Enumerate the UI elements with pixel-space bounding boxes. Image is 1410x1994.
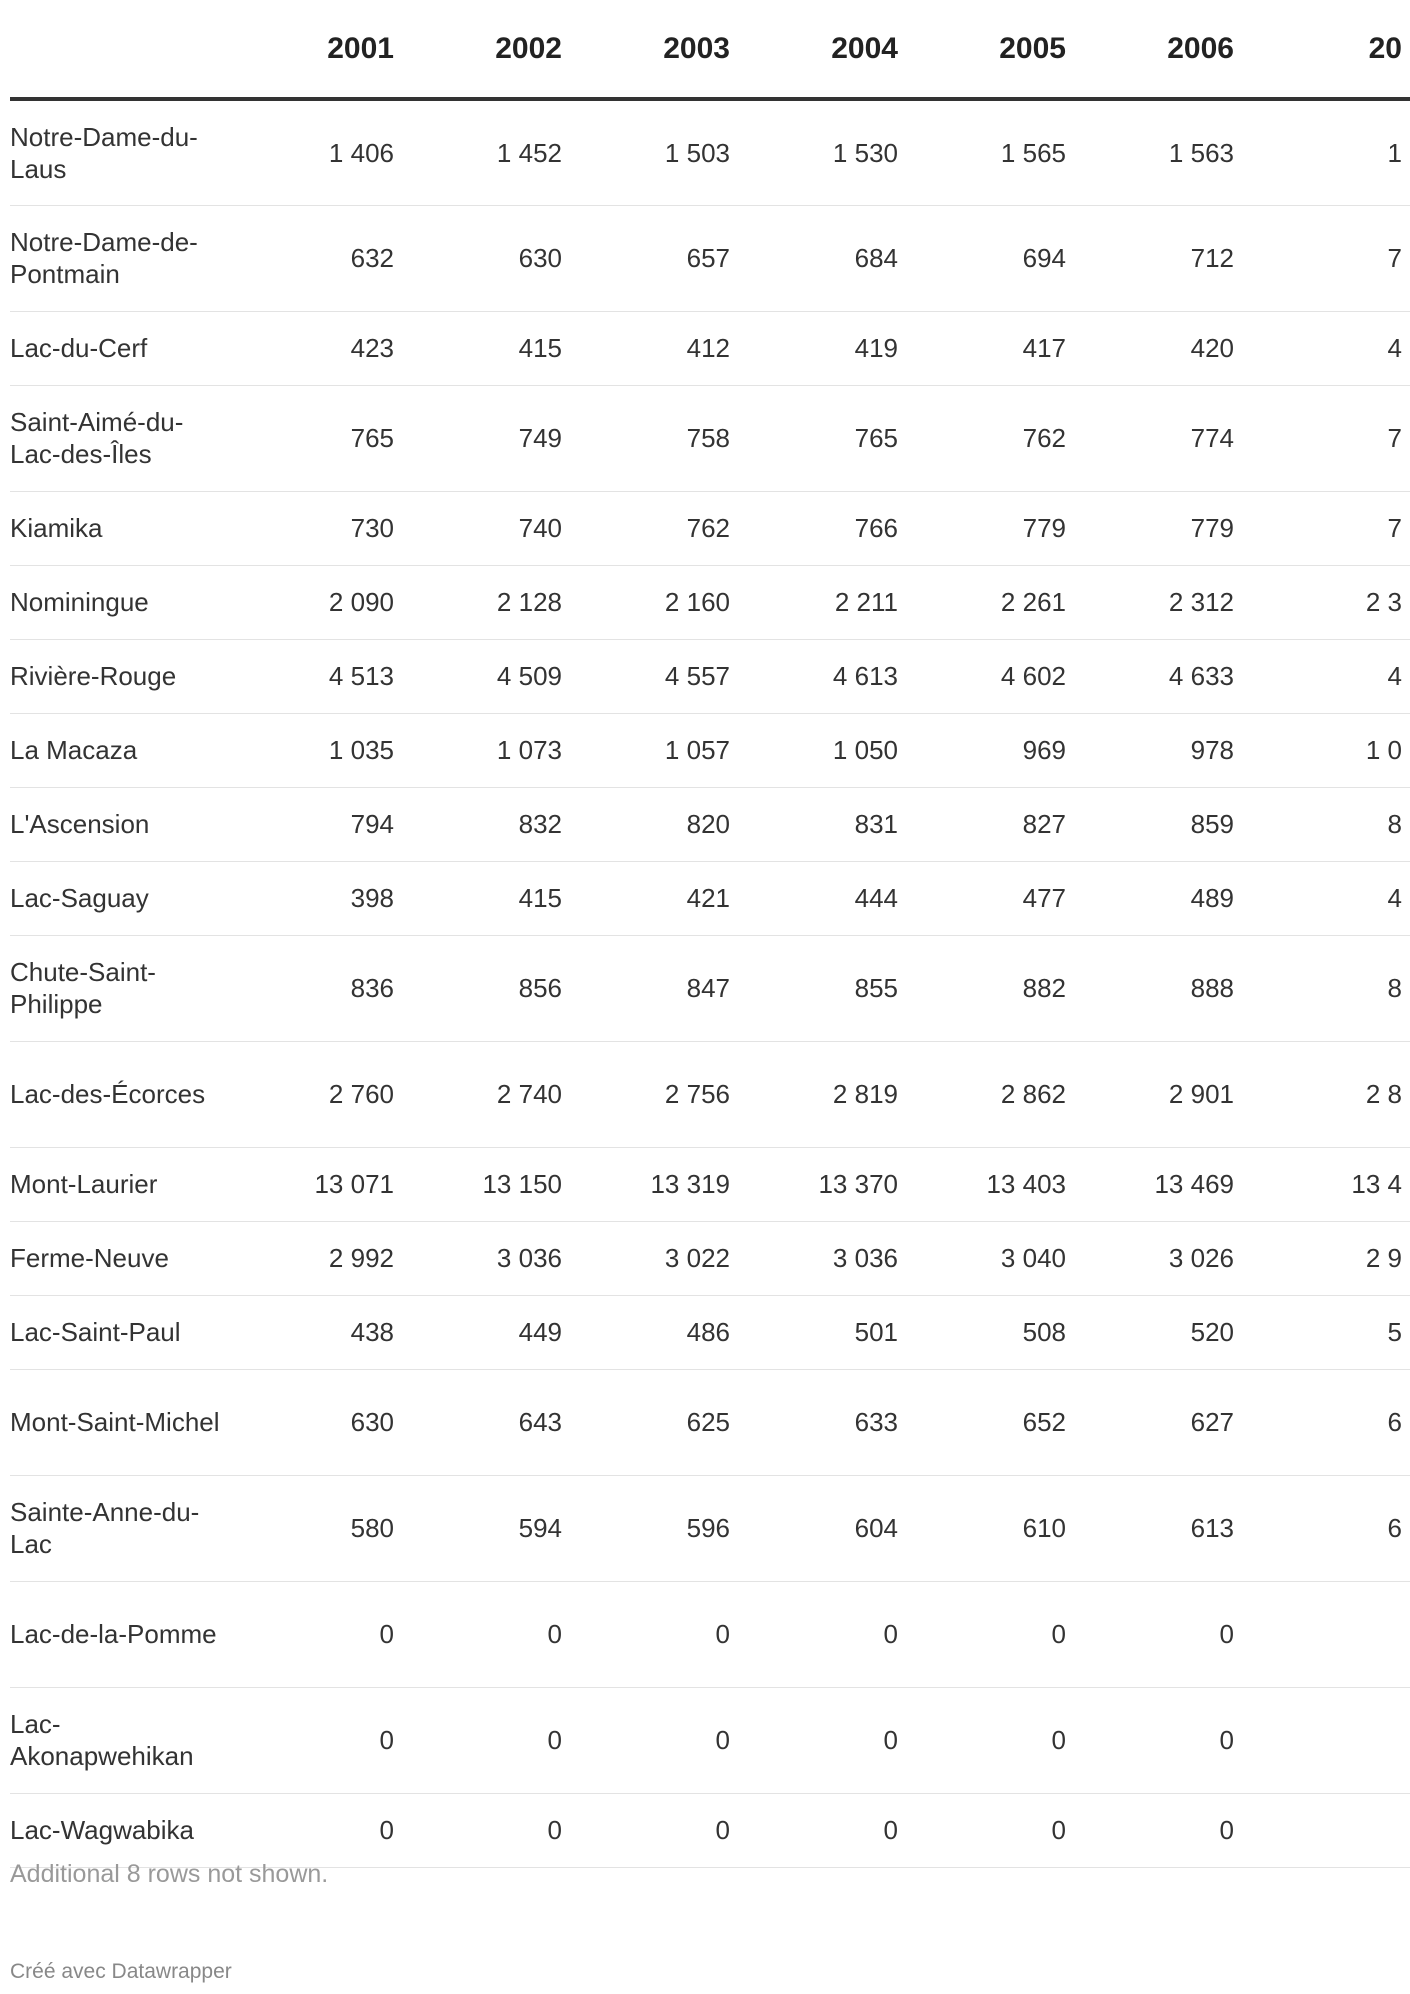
- value-cell: 13 319: [570, 1147, 738, 1221]
- value-cell: 444: [738, 861, 906, 935]
- value-cell: 8: [1242, 935, 1410, 1041]
- value-cell: 657: [570, 205, 738, 311]
- value-cell: 1 073: [402, 713, 570, 787]
- datawrapper-credit[interactable]: Créé avec Datawrapper: [10, 1960, 232, 1983]
- row-name-cell: Kiamika: [10, 491, 234, 565]
- row-name-cell: Nominingue: [10, 565, 234, 639]
- value-cell: 2 312: [1074, 565, 1242, 639]
- value-cell: 489: [1074, 861, 1242, 935]
- value-cell: 0: [738, 1793, 906, 1867]
- value-cell: 4 557: [570, 639, 738, 713]
- table-body: [10, 99, 1410, 1867]
- row-name-cell: Sainte-Anne-du-Lac: [10, 1475, 234, 1581]
- value-cell: 415: [402, 311, 570, 385]
- value-cell: 0: [402, 1581, 570, 1687]
- value-cell: 4 509: [402, 639, 570, 713]
- value-cell: 1 406: [234, 99, 402, 205]
- value-cell: 820: [570, 787, 738, 861]
- value-cell: 520: [1074, 1295, 1242, 1369]
- value-cell: 1 057: [570, 713, 738, 787]
- table-row: [10, 1147, 1410, 1221]
- value-cell: 421: [570, 861, 738, 935]
- value-cell: 420: [1074, 311, 1242, 385]
- value-cell: 4 513: [234, 639, 402, 713]
- value-cell: 0: [738, 1687, 906, 1793]
- value-cell: 762: [570, 491, 738, 565]
- value-cell: 0: [402, 1793, 570, 1867]
- column-header-year[interactable]: 2004: [738, 0, 906, 99]
- value-cell: 8: [1242, 787, 1410, 861]
- column-header-year[interactable]: 2005: [906, 0, 1074, 99]
- value-cell: 398: [234, 861, 402, 935]
- table-row: [10, 713, 1410, 787]
- table-row: [10, 1581, 1410, 1687]
- value-cell: 2 760: [234, 1041, 402, 1147]
- value-cell: 613: [1074, 1475, 1242, 1581]
- value-cell: 794: [234, 787, 402, 861]
- value-cell: 1 563: [1074, 99, 1242, 205]
- row-name-cell: Lac-de-la-Pomme: [10, 1581, 234, 1687]
- column-header-year[interactable]: 20: [1242, 0, 1410, 99]
- value-cell: 4: [1242, 639, 1410, 713]
- value-cell: 978: [1074, 713, 1242, 787]
- value-cell: 0: [738, 1581, 906, 1687]
- table-row: [10, 639, 1410, 713]
- value-cell: 730: [234, 491, 402, 565]
- table-row: [10, 787, 1410, 861]
- value-cell: 1 503: [570, 99, 738, 205]
- row-name-cell: L'Ascension: [10, 787, 234, 861]
- value-cell: 684: [738, 205, 906, 311]
- value-cell: 888: [1074, 935, 1242, 1041]
- value-cell: 6: [1242, 1475, 1410, 1581]
- value-cell: 712: [1074, 205, 1242, 311]
- value-cell: 7: [1242, 491, 1410, 565]
- value-cell: 831: [738, 787, 906, 861]
- row-name-cell: Lac-du-Cerf: [10, 311, 234, 385]
- value-cell: 630: [234, 1369, 402, 1475]
- value-cell: 4: [1242, 861, 1410, 935]
- value-cell: 7: [1242, 205, 1410, 311]
- value-cell: 2 862: [906, 1041, 1074, 1147]
- value-cell: 855: [738, 935, 906, 1041]
- value-cell: 13 403: [906, 1147, 1074, 1221]
- row-name-cell: Notre-Dame-de-Pontmain: [10, 205, 234, 311]
- value-cell: 2 090: [234, 565, 402, 639]
- value-cell: 643: [402, 1369, 570, 1475]
- value-cell: 1 452: [402, 99, 570, 205]
- value-cell: 1 565: [906, 99, 1074, 205]
- value-cell: 610: [906, 1475, 1074, 1581]
- table-row: [10, 385, 1410, 491]
- row-name-cell: Lac-Akonapwehikan: [10, 1687, 234, 1793]
- value-cell: 13 370: [738, 1147, 906, 1221]
- value-cell: 765: [738, 385, 906, 491]
- table-row: [10, 491, 1410, 565]
- value-cell: 0: [1074, 1687, 1242, 1793]
- table-row: [10, 1369, 1410, 1475]
- value-cell: 415: [402, 861, 570, 935]
- table-row: [10, 205, 1410, 311]
- value-cell: 625: [570, 1369, 738, 1475]
- value-cell: 2 3: [1242, 565, 1410, 639]
- table-row: [10, 935, 1410, 1041]
- value-cell: 13 4: [1242, 1147, 1410, 1221]
- value-cell: 765: [234, 385, 402, 491]
- value-cell: 7: [1242, 385, 1410, 491]
- table-row: [10, 99, 1410, 205]
- value-cell: 6: [1242, 1369, 1410, 1475]
- value-cell: 580: [234, 1475, 402, 1581]
- value-cell: 1 035: [234, 713, 402, 787]
- value-cell: 630: [402, 205, 570, 311]
- value-cell: 758: [570, 385, 738, 491]
- row-name-cell: Saint-Aimé-du-Lac-des-Îles: [10, 385, 234, 491]
- table-row: [10, 861, 1410, 935]
- value-cell: 2 160: [570, 565, 738, 639]
- value-cell: 766: [738, 491, 906, 565]
- value-cell: 13 071: [234, 1147, 402, 1221]
- value-cell: 412: [570, 311, 738, 385]
- value-cell: 0: [570, 1581, 738, 1687]
- column-header-year[interactable]: 2003: [570, 0, 738, 99]
- value-cell: 477: [906, 861, 1074, 935]
- column-header-name[interactable]: [10, 0, 234, 99]
- value-cell: 633: [738, 1369, 906, 1475]
- value-cell: 652: [906, 1369, 1074, 1475]
- value-cell: 969: [906, 713, 1074, 787]
- value-cell: 859: [1074, 787, 1242, 861]
- value-cell: 1 050: [738, 713, 906, 787]
- value-cell: 2 261: [906, 565, 1074, 639]
- row-name-cell: Notre-Dame-du-Laus: [10, 99, 234, 205]
- value-cell: 449: [402, 1295, 570, 1369]
- value-cell: 779: [906, 491, 1074, 565]
- value-cell: 0: [1074, 1581, 1242, 1687]
- value-cell: 632: [234, 205, 402, 311]
- row-name-cell: Lac-des-Écorces: [10, 1041, 234, 1147]
- value-cell: [1242, 1793, 1410, 1867]
- value-cell: 762: [906, 385, 1074, 491]
- table-row: [10, 1687, 1410, 1793]
- value-cell: 13 150: [402, 1147, 570, 1221]
- table-header-row: [10, 0, 1410, 99]
- value-cell: 2 8: [1242, 1041, 1410, 1147]
- value-cell: 2 901: [1074, 1041, 1242, 1147]
- value-cell: [1242, 1687, 1410, 1793]
- value-cell: 0: [570, 1793, 738, 1867]
- value-cell: 0: [234, 1793, 402, 1867]
- row-name-cell: Lac-Wagwabika: [10, 1793, 234, 1867]
- column-header-year[interactable]: 2006: [1074, 0, 1242, 99]
- table-notes: Additional 8 rows not shown.: [10, 1860, 329, 1888]
- value-cell: 856: [402, 935, 570, 1041]
- value-cell: 501: [738, 1295, 906, 1369]
- value-cell: 2 819: [738, 1041, 906, 1147]
- value-cell: 3 036: [402, 1221, 570, 1295]
- value-cell: 0: [234, 1687, 402, 1793]
- value-cell: 836: [234, 935, 402, 1041]
- value-cell: 486: [570, 1295, 738, 1369]
- value-cell: 594: [402, 1475, 570, 1581]
- table-row: [10, 1221, 1410, 1295]
- value-cell: 604: [738, 1475, 906, 1581]
- value-cell: 847: [570, 935, 738, 1041]
- value-cell: 417: [906, 311, 1074, 385]
- value-cell: 3 036: [738, 1221, 906, 1295]
- row-name-cell: Mont-Saint-Michel: [10, 1369, 234, 1475]
- value-cell: 749: [402, 385, 570, 491]
- value-cell: 2 211: [738, 565, 906, 639]
- value-cell: 827: [906, 787, 1074, 861]
- value-cell: 0: [402, 1687, 570, 1793]
- value-cell: 438: [234, 1295, 402, 1369]
- value-cell: 774: [1074, 385, 1242, 491]
- value-cell: 3 040: [906, 1221, 1074, 1295]
- table-row: [10, 1475, 1410, 1581]
- row-name-cell: Ferme-Neuve: [10, 1221, 234, 1295]
- value-cell: 2 740: [402, 1041, 570, 1147]
- value-cell: 2 9: [1242, 1221, 1410, 1295]
- value-cell: 882: [906, 935, 1074, 1041]
- value-cell: [1242, 1581, 1410, 1687]
- value-cell: 4: [1242, 311, 1410, 385]
- value-cell: 0: [906, 1793, 1074, 1867]
- row-name-cell: Mont-Laurier: [10, 1147, 234, 1221]
- table-row: [10, 1793, 1410, 1867]
- data-table: [10, 0, 1410, 1868]
- value-cell: 0: [570, 1687, 738, 1793]
- value-cell: 0: [906, 1687, 1074, 1793]
- value-cell: 4 613: [738, 639, 906, 713]
- row-name-cell: Lac-Saguay: [10, 861, 234, 935]
- value-cell: 1: [1242, 99, 1410, 205]
- value-cell: 596: [570, 1475, 738, 1581]
- value-cell: 627: [1074, 1369, 1242, 1475]
- value-cell: 423: [234, 311, 402, 385]
- row-name-cell: La Macaza: [10, 713, 234, 787]
- value-cell: 0: [1074, 1793, 1242, 1867]
- value-cell: 3 026: [1074, 1221, 1242, 1295]
- value-cell: 4 633: [1074, 639, 1242, 713]
- value-cell: 832: [402, 787, 570, 861]
- value-cell: 3 022: [570, 1221, 738, 1295]
- value-cell: 508: [906, 1295, 1074, 1369]
- row-name-cell: Lac-Saint-Paul: [10, 1295, 234, 1369]
- value-cell: 13 469: [1074, 1147, 1242, 1221]
- table-row: [10, 311, 1410, 385]
- value-cell: 0: [906, 1581, 1074, 1687]
- value-cell: 2 992: [234, 1221, 402, 1295]
- column-header-year[interactable]: 2002: [402, 0, 570, 99]
- value-cell: 0: [234, 1581, 402, 1687]
- value-cell: 2 128: [402, 565, 570, 639]
- column-header-year[interactable]: 2001: [234, 0, 402, 99]
- table-row: [10, 1295, 1410, 1369]
- value-cell: 1 530: [738, 99, 906, 205]
- row-name-cell: Chute-Saint-Philippe: [10, 935, 234, 1041]
- value-cell: 4 602: [906, 639, 1074, 713]
- table-row: [10, 565, 1410, 639]
- value-cell: 779: [1074, 491, 1242, 565]
- data-table-container: [10, 0, 1402, 1868]
- value-cell: 740: [402, 491, 570, 565]
- value-cell: 2 756: [570, 1041, 738, 1147]
- value-cell: 694: [906, 205, 1074, 311]
- value-cell: 5: [1242, 1295, 1410, 1369]
- value-cell: 1 0: [1242, 713, 1410, 787]
- value-cell: 419: [738, 311, 906, 385]
- table-row: [10, 1041, 1410, 1147]
- row-name-cell: Rivière-Rouge: [10, 639, 234, 713]
